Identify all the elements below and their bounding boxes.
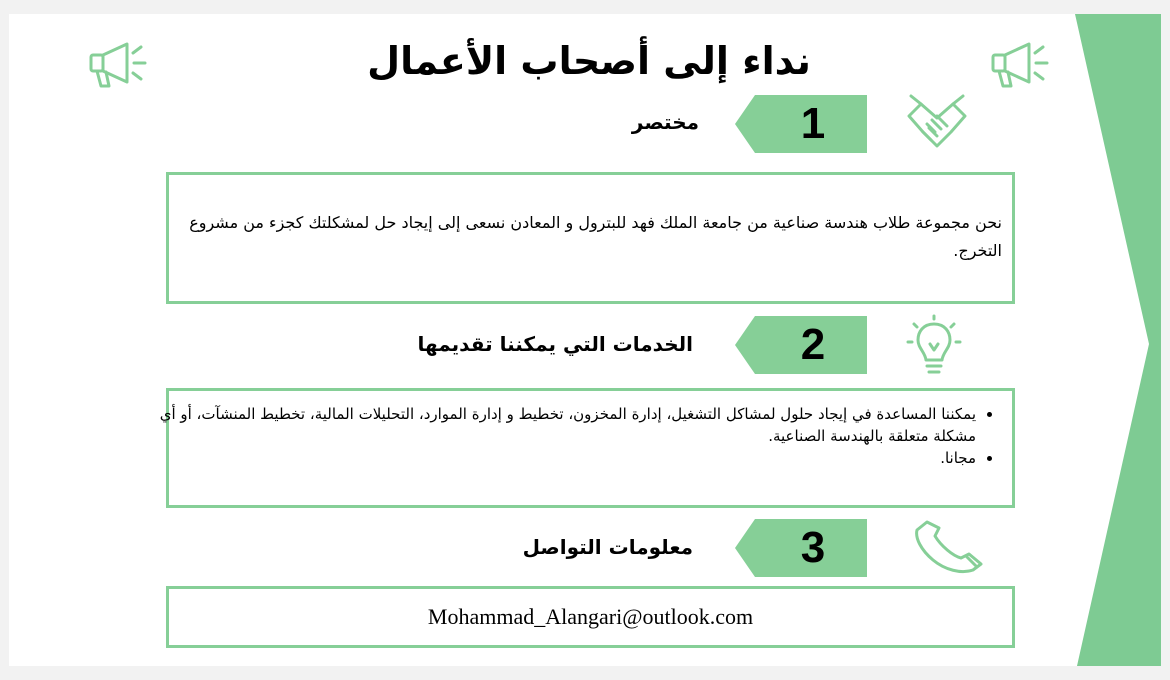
lightbulb-icon [906, 314, 962, 378]
services-list [156, 403, 998, 469]
phone-icon [911, 520, 987, 574]
section-number-badge [735, 519, 867, 577]
megaphone-icon [87, 40, 153, 90]
email-address[interactable]: Mohammad_Alangari@outlook.com [427, 604, 754, 629]
list-item: • يمكننا المساعدة في إيجاد حلول لمشاكل التشغيل، إدارة المخزون، تخطيط و إدارة الموارد، التحليلات المالية، تخطيط المنشآت، أو أي مشكلة متعلقة بالهندسة الصناعية. [156, 403, 976, 447]
contact-box [166, 586, 1015, 648]
section-heading: معلومات التواصل [522, 535, 693, 559]
list-item: • مجانا. [156, 447, 976, 469]
section-number: 1 [800, 99, 826, 148]
services-box [159, 388, 1015, 508]
section-heading: الخدمات التي يمكننا تقديمها [417, 332, 693, 356]
about-box [166, 172, 1015, 304]
handshake-icon [905, 94, 969, 156]
section-number-badge [735, 95, 867, 153]
section-number: 3 [800, 523, 826, 572]
section-number-badge [735, 316, 867, 374]
flyer-page [9, 14, 1161, 666]
about-text: نحن مجموعة طلاب هندسة صناعية من جامعة الملك فهد للبترول و المعادن نسعى إلى إيجاد حل لمشكلتك كجزء من مشروع التخرج. [189, 213, 1002, 260]
section-number: 2 [800, 320, 826, 369]
section-heading: مختصر [631, 110, 699, 134]
page-title: نداء إلى أصحاب الأعمال [367, 39, 811, 83]
megaphone-icon [989, 40, 1055, 90]
